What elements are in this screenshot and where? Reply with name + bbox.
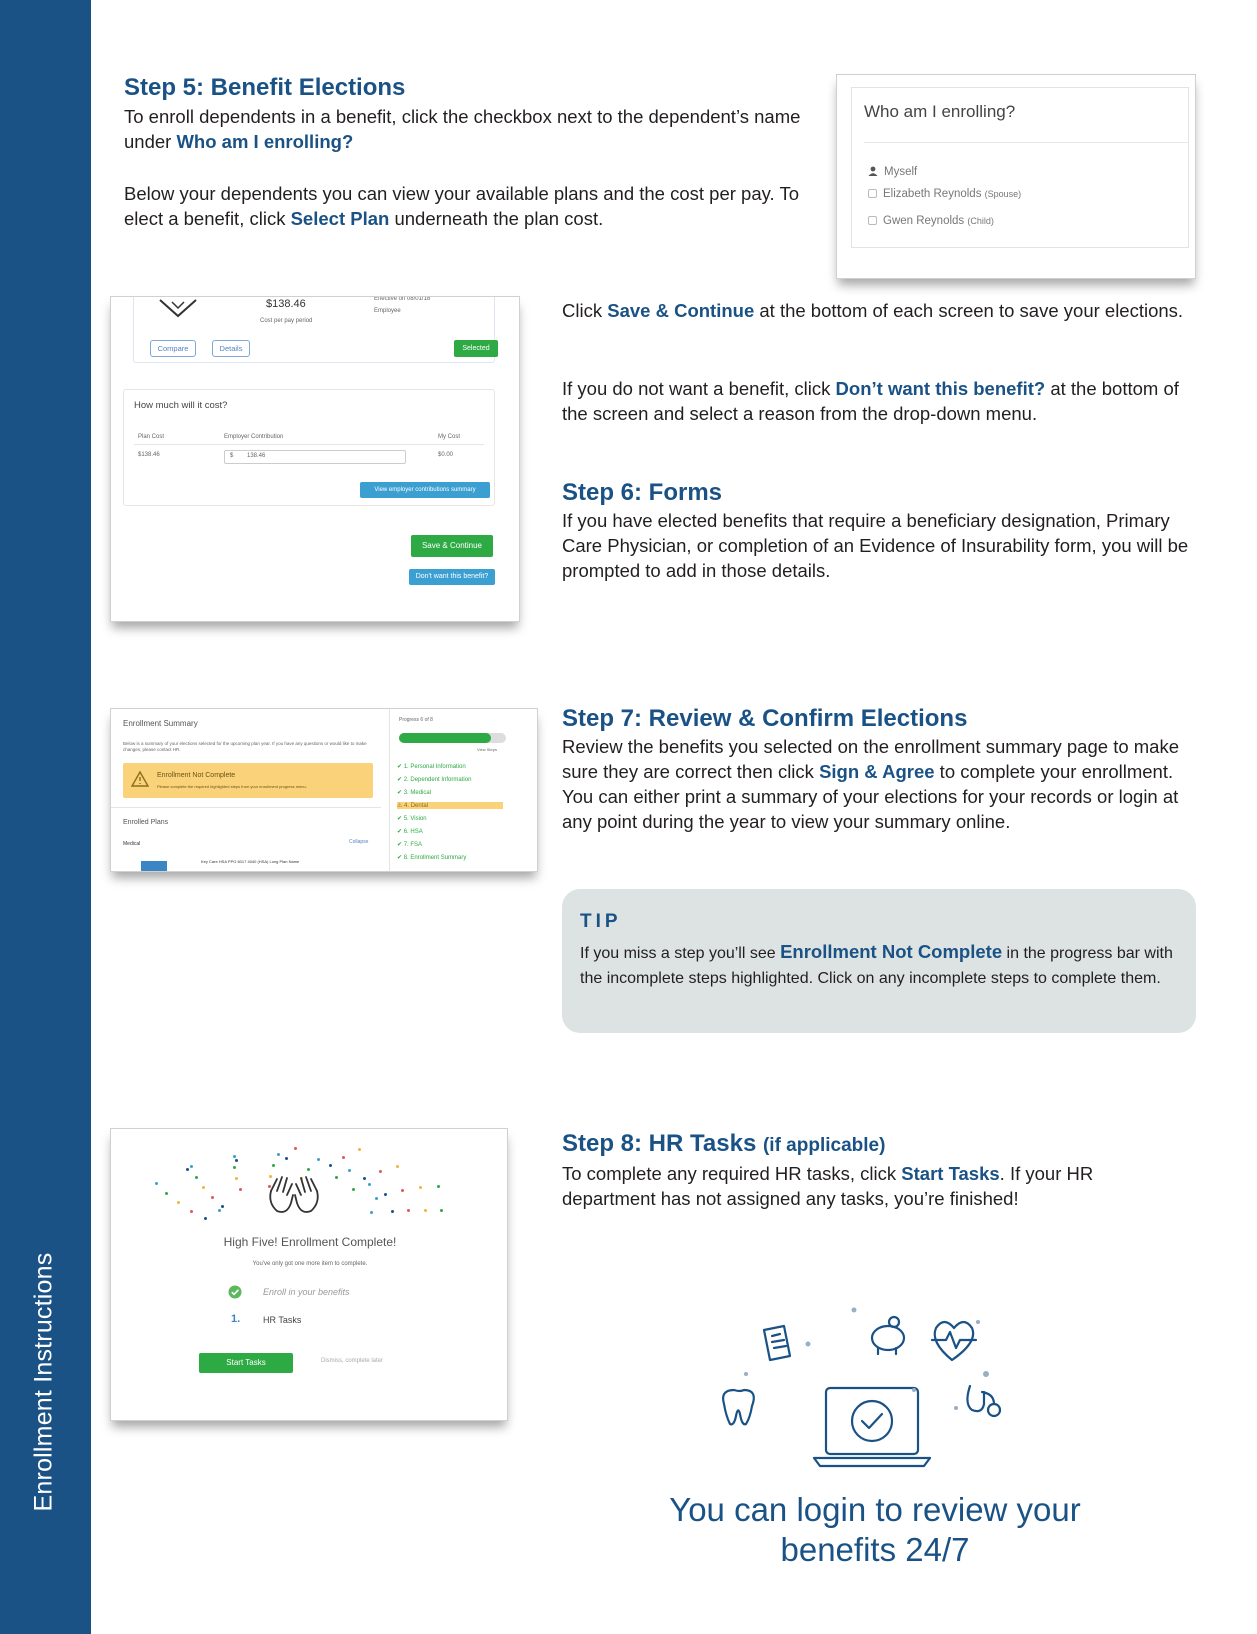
confetti-dot (190, 1165, 193, 1168)
dont-want-paragraph (562, 376, 1192, 426)
confetti-dot (190, 1210, 193, 1213)
tip-body (580, 939, 1180, 991)
step7-text: Review the benefits you selected on the enrollment summary page to make sure they are correct then click (562, 736, 1179, 782)
confetti-dot (440, 1209, 443, 1212)
confetti-dot (285, 1157, 288, 1160)
confetti-dot (384, 1193, 387, 1196)
confetti-dot (358, 1148, 361, 1151)
step8-text-end: . If your HR department has not assigned any tasks, you’re finished! (562, 1163, 1094, 1209)
step7-title: Step 7: Review & Confirm Elections (562, 705, 968, 732)
checkbox-icon (868, 189, 877, 198)
plan-cost-value: $138.46 (138, 452, 160, 458)
save-text-end: at the bottom of each screen to save your elections. (754, 300, 1184, 321)
option-myself (868, 166, 917, 178)
confetti-dot (396, 1165, 399, 1168)
completion-subline: You've only got one more item to complete. (252, 1261, 368, 1267)
selected-button[interactable]: Selected (454, 340, 498, 357)
select-plan-ref: Select Plan (290, 208, 390, 229)
save-continue-paragraph (562, 298, 1192, 323)
closing-message (600, 1490, 1150, 1570)
stethoscope-icon (967, 1386, 1000, 1416)
step6-body: If you have elected benefits that require a beneficiary designation, Primary Care Physician, or completion of an Evidence of Insurability form, you will be prompted to add in those details. (562, 510, 1189, 581)
enrolled-plans-title: Enrolled Plans (123, 819, 169, 826)
myself-label: Myself (884, 166, 918, 178)
save-continue-ref: Save & Continue (607, 300, 755, 321)
step6-title: Step 6: Forms (562, 479, 723, 506)
step8-title-main: Step 8: HR Tasks (562, 1130, 757, 1157)
confetti-dot (233, 1155, 236, 1158)
confetti-dot (211, 1196, 214, 1199)
progress-step[interactable]: ✔ 5. Vision (397, 816, 427, 822)
confetti-dot (391, 1210, 394, 1213)
confetti-dot (165, 1192, 168, 1195)
confetti-dot (370, 1211, 373, 1214)
hr-tasks-item: HR Tasks (263, 1315, 302, 1325)
step8-text: To complete any required HR tasks, click (562, 1163, 902, 1184)
tip-box (562, 889, 1196, 1033)
summary-title: Enrollment Summary (123, 719, 198, 728)
benefits-illustration (716, 1300, 1046, 1480)
dependent-relationship: (Spouse) (984, 189, 1022, 199)
plan-price: $138.46 (266, 298, 306, 310)
tip-text-end: in the progress bar with the incomplete steps highlighted. Click on any incomplete steps to complete them. (580, 945, 1173, 987)
progress-fill (399, 733, 491, 743)
coverage-level: Employee (374, 308, 401, 314)
view-steps-link[interactable]: View Steps (477, 747, 497, 752)
progress-step[interactable]: ⚠ 4. Dental (397, 802, 503, 809)
start-tasks-ref: Start Tasks (901, 1163, 1000, 1184)
currency-symbol: $ (230, 453, 234, 459)
confetti-dot (195, 1176, 198, 1179)
check-icon (228, 1285, 242, 1299)
col-plan-cost: Plan Cost (138, 434, 165, 440)
confetti-dot (329, 1164, 332, 1167)
option-dependent-1 (868, 188, 1021, 200)
step8-title (562, 1130, 885, 1158)
who-box (851, 87, 1189, 248)
confetti-dot (342, 1156, 345, 1159)
step5-p1-text: To enroll dependents in a benefit, click the checkbox next to the dependent’s name under (124, 106, 801, 152)
confetti-dot (352, 1188, 355, 1191)
step5-paragraph-1 (124, 104, 824, 154)
medical-label: Medical (123, 841, 141, 847)
tip-title: TIP (580, 911, 622, 932)
divider (864, 142, 1188, 143)
who-title: Who am I enrolling? (864, 102, 1016, 121)
sign-agree-ref: Sign & Agree (819, 761, 935, 782)
confetti-dot (218, 1209, 221, 1212)
step5-p2-text-end: underneath the plan cost. (389, 208, 604, 229)
tip-text: If you miss a step you’ll see (580, 945, 781, 962)
progress-step[interactable]: ✔ 2. Dependent Information (397, 777, 472, 783)
view-employer-contributions-button[interactable]: View employer contributions summary (360, 482, 490, 498)
confetti-dot (424, 1209, 427, 1212)
closing-line-2: benefits 24/7 (780, 1531, 970, 1568)
confetti-dot (401, 1189, 404, 1192)
heart-pulse-icon (932, 1322, 976, 1360)
step8-title-note: (if applicable) (762, 1135, 886, 1156)
hr-tasks-screenshot (110, 1128, 508, 1421)
progress-step[interactable]: ✔ 3. Medical (397, 790, 432, 796)
option-dependent-2 (868, 215, 994, 227)
confetti-dot (233, 1166, 236, 1169)
summary-intro: Below is a summary of your elections selected for the upcoming plan year. If you have any questions or would like to make changes, please contact HR. (123, 741, 367, 752)
confetti-dot (202, 1186, 205, 1189)
divider (111, 807, 381, 808)
dependent-name: Gwen Reynolds (883, 215, 965, 227)
person-icon (868, 166, 878, 176)
progress-step[interactable]: ✔ 8. Enrollment Summary (397, 855, 467, 861)
plan-cost-screenshot (110, 296, 520, 622)
employer-contribution-input[interactable] (224, 450, 406, 464)
my-cost-value: $0.00 (438, 452, 454, 458)
divider (389, 709, 390, 872)
warning-banner (123, 763, 373, 798)
document-icon (764, 1326, 790, 1360)
high-five-icon (263, 1169, 325, 1217)
confetti-dot (186, 1168, 189, 1171)
confetti-dot (221, 1205, 224, 1208)
sidebar-label: Enrollment Instructions (29, 1252, 58, 1512)
dont-want-benefit-button[interactable]: Don't want this benefit? (409, 569, 495, 585)
compare-button[interactable]: Compare (150, 340, 196, 357)
col-my-cost: My Cost (438, 434, 461, 440)
plan-card (133, 296, 495, 363)
who-am-i-enrolling-ref: Who am I enrolling? (176, 131, 354, 152)
plan-name: Key Care HSA PPO 6017 4040 (HSA) Long Plan Name (201, 859, 300, 864)
dependent-name: Elizabeth Reynolds (883, 188, 982, 200)
confetti-dot (437, 1185, 440, 1188)
progress-step[interactable]: ✔ 1. Personal Information (397, 764, 466, 770)
progress-step[interactable]: ✔ 6. HSA (397, 829, 423, 835)
confetti-dot (204, 1217, 207, 1220)
confetti-dot (177, 1201, 180, 1204)
confetti-dot (317, 1158, 320, 1161)
enrollment-summary-screenshot (110, 708, 538, 872)
laptop-check-icon (814, 1388, 930, 1466)
collapse-link[interactable]: Collapse (349, 839, 369, 845)
tooth-icon (723, 1390, 754, 1424)
completion-headline: High Five! Enrollment Complete! (223, 1235, 397, 1249)
step8-body (562, 1161, 1182, 1211)
start-tasks-button[interactable]: Start Tasks (199, 1353, 293, 1373)
confetti-dot (419, 1186, 422, 1189)
confetti-dot (368, 1183, 371, 1186)
shield-icon (158, 296, 198, 318)
details-button[interactable]: Details (212, 340, 250, 357)
confetti-dot (235, 1159, 238, 1162)
step5-title: Step 5: Benefit Elections (124, 74, 406, 101)
piggy-bank-icon (872, 1317, 904, 1354)
closing-line-1: You can login to review your (669, 1491, 1081, 1528)
confetti-dot (348, 1169, 351, 1172)
progress-step[interactable]: ✔ 7. FSA (397, 842, 423, 848)
confetti-dot (155, 1182, 158, 1185)
completed-item: Enroll in your benefits (263, 1287, 350, 1297)
divider (134, 444, 484, 445)
sidebar (0, 0, 91, 1634)
confetti-dot (335, 1176, 338, 1179)
enrollment-not-complete-ref: Enrollment Not Complete (780, 941, 1003, 962)
progress-label: Progress 6 of 8 (399, 717, 433, 723)
step7-text-end: to complete your enrollment. You can either print a summary of your elections for your records or login at any point during the year to view your summary online. (562, 761, 1179, 832)
col-employer-contribution: Employer Contribution (224, 434, 284, 440)
save-continue-button[interactable]: Save & Continue (411, 535, 493, 557)
who-am-i-enrolling-screenshot (836, 74, 1196, 279)
warning-icon (131, 771, 149, 787)
confetti-dot (235, 1177, 238, 1180)
insurer-logo (141, 861, 167, 871)
confetti-dot (407, 1209, 410, 1212)
confetti-dot (239, 1188, 242, 1191)
step5-p2-text: Below your dependents you can view your available plans and the cost per pay. To elect a benefit, click (124, 183, 799, 229)
confetti-dot (379, 1170, 382, 1173)
dismiss-link[interactable]: Dismiss, complete later (321, 1358, 384, 1364)
confetti-dot (272, 1164, 275, 1167)
warning-title: Enrollment Not Complete (157, 772, 236, 779)
step7-body (562, 734, 1187, 834)
confetti-dot (375, 1197, 378, 1200)
dependent-relationship: (Child) (967, 216, 994, 226)
warning-text: Please complete the required highlighted steps from your enrollment progress menu. (157, 784, 307, 789)
progress-bar (399, 733, 506, 743)
checkbox-icon (868, 216, 877, 225)
dont-want-text-end: at the bottom of the screen and select a reason from the drop-down menu. (562, 378, 1179, 424)
step5-paragraph-2 (124, 181, 814, 231)
dont-want-text: If you do not want a benefit, click (562, 378, 836, 399)
employer-contribution-value: 138.46 (247, 453, 266, 459)
task-number: 1. (231, 1313, 241, 1325)
dont-want-ref: Don’t want this benefit? (835, 378, 1046, 399)
effective-date: Effective on 08/01/18 (374, 296, 431, 302)
save-text: Click (562, 300, 608, 321)
confetti-dot (294, 1147, 297, 1150)
cost-box (123, 389, 495, 506)
confetti-dot (363, 1177, 366, 1180)
cost-title: How much will it cost? (134, 400, 228, 411)
confetti-dot (277, 1153, 280, 1156)
price-caption: Cost per pay period (260, 318, 313, 324)
